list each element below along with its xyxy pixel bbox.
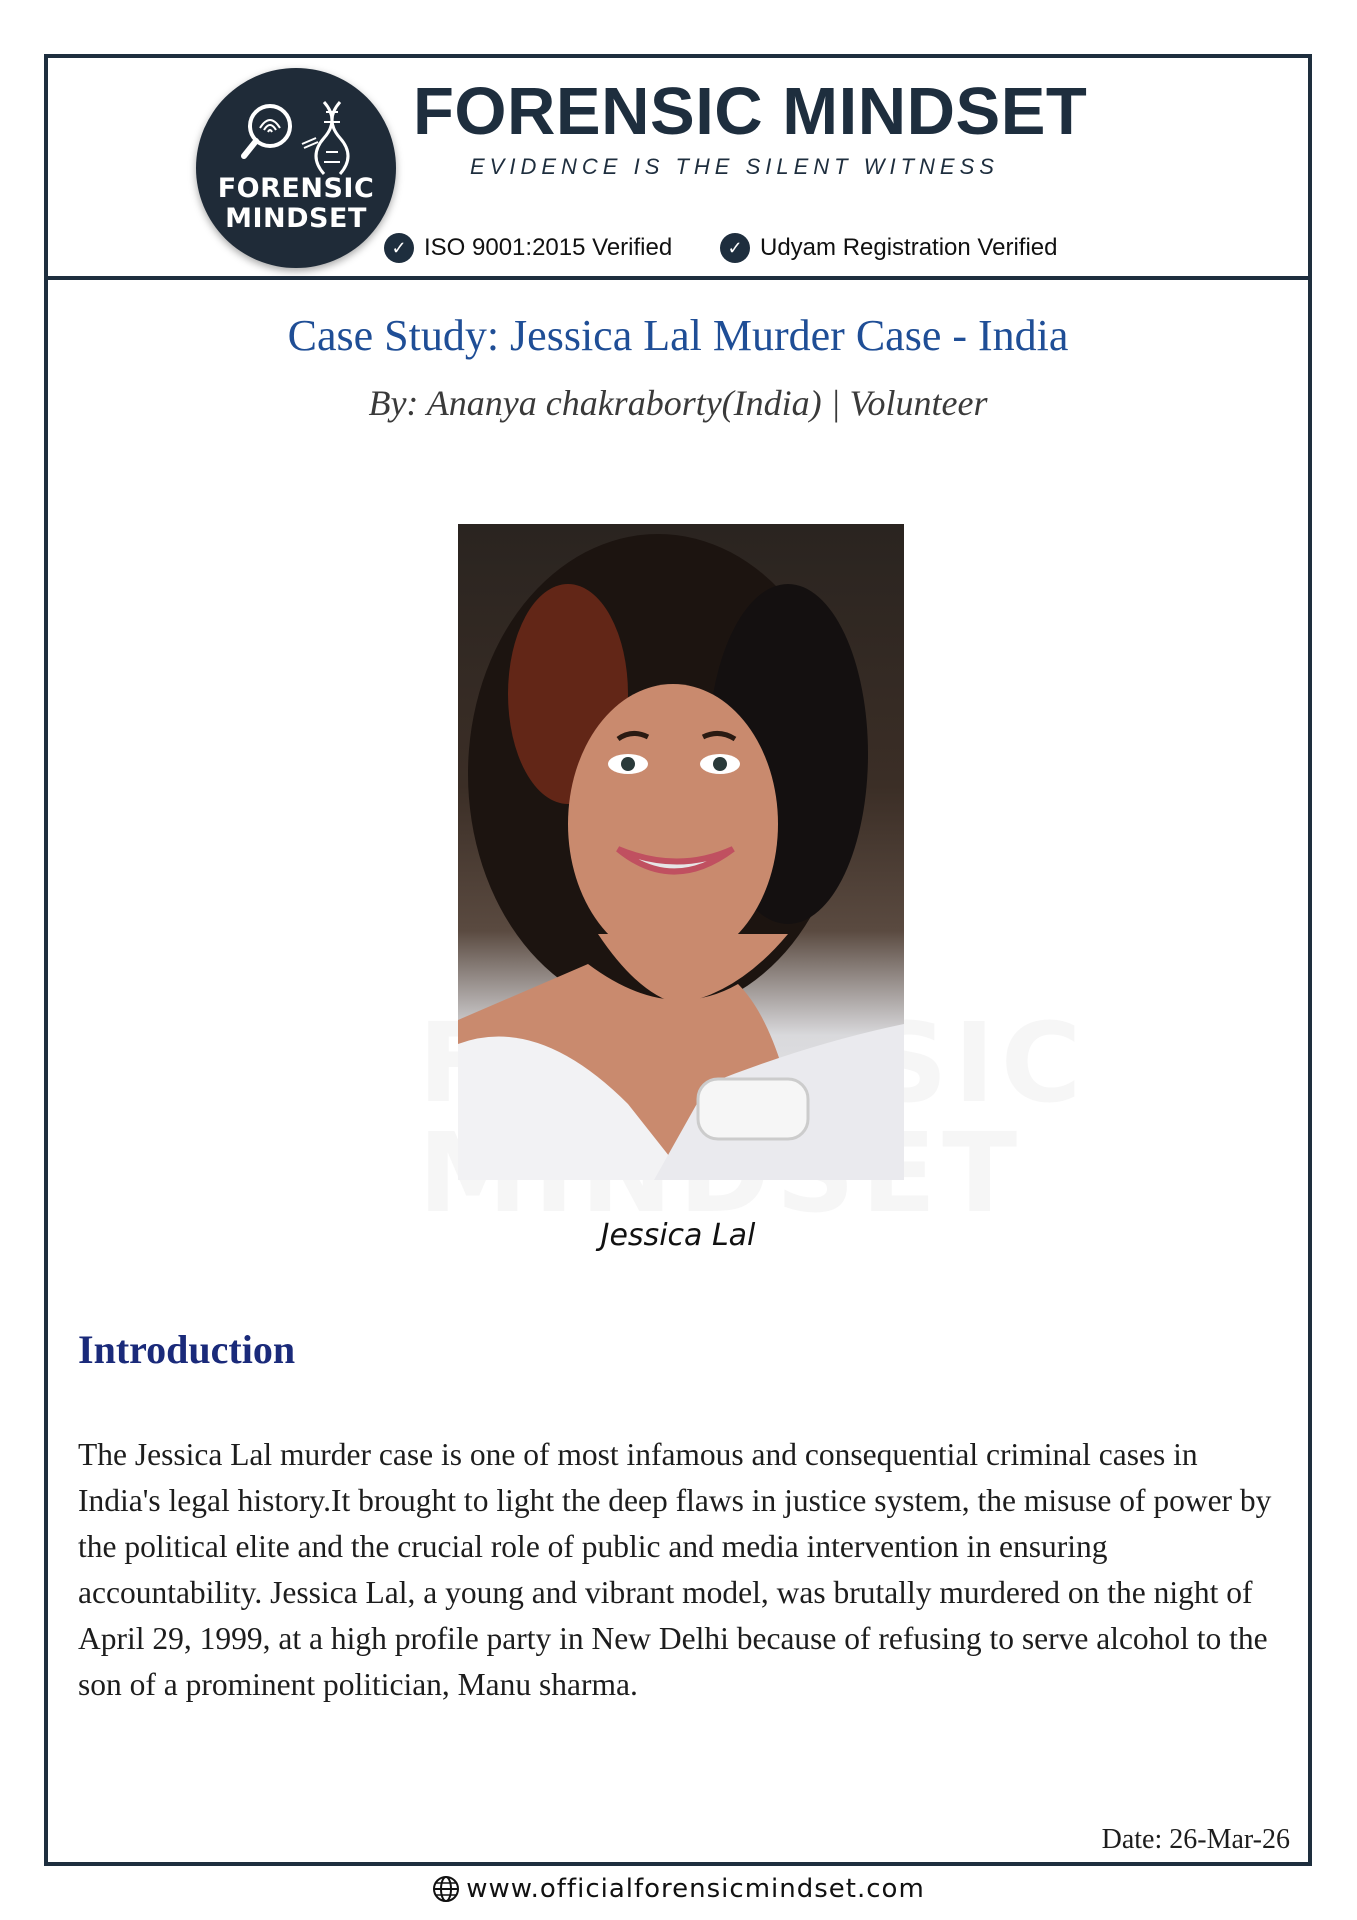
case-title: Case Study: Jessica Lal Murder Case - India xyxy=(287,311,1069,360)
logo-text-mindset: MINDSET xyxy=(225,203,367,234)
website-link[interactable]: www.officialforensicmindset.com xyxy=(466,1874,925,1904)
fingerprint-magnifier-icon xyxy=(240,98,352,178)
check-circle-icon: ✓ xyxy=(384,233,414,263)
portrait-illustration xyxy=(458,524,904,1180)
brand-tagline: EVIDENCE IS THE SILENT WITNESS xyxy=(470,154,999,179)
iso-badge xyxy=(384,233,672,263)
photo-caption: Jessica Lal xyxy=(600,1218,756,1253)
footer xyxy=(0,1874,1357,1904)
page-frame xyxy=(44,54,1312,1866)
document-date: Date: 26-Mar-26 xyxy=(1101,1824,1290,1855)
udyam-badge-label: Udyam Registration Verified xyxy=(760,234,1058,261)
check-circle-icon: ✓ xyxy=(720,233,750,263)
header xyxy=(48,58,1308,280)
globe-icon xyxy=(432,1875,460,1903)
byline: By: Ananya chakraborty(India) | Volunteer xyxy=(368,383,988,423)
introduction-body: The Jessica Lal murder case is one of most infamous and consequential criminal cases in India's legal history.It brought to light the deep flaws in justice system, the misuse of power by the political elite and the crucial role of public and media intervention in ensuring accountability. Jessica Lal, a young and vibrant model, was brutally murdered on the night of April 29, 1999, at a high profile party in New Delhi because of refusing to serve alcohol to the son of a prominent politician, Manu sharma. xyxy=(78,1437,1272,1702)
brand-title: FORENSIC MINDSET xyxy=(413,74,1088,149)
logo-text-forensic: FORENSIC xyxy=(217,173,375,204)
iso-badge-label: ISO 9001:2015 Verified xyxy=(424,234,673,261)
logo xyxy=(196,68,396,268)
udyam-badge xyxy=(720,233,1057,263)
section-heading-introduction: Introduction xyxy=(78,1327,296,1372)
portrait-photo xyxy=(458,524,904,1180)
